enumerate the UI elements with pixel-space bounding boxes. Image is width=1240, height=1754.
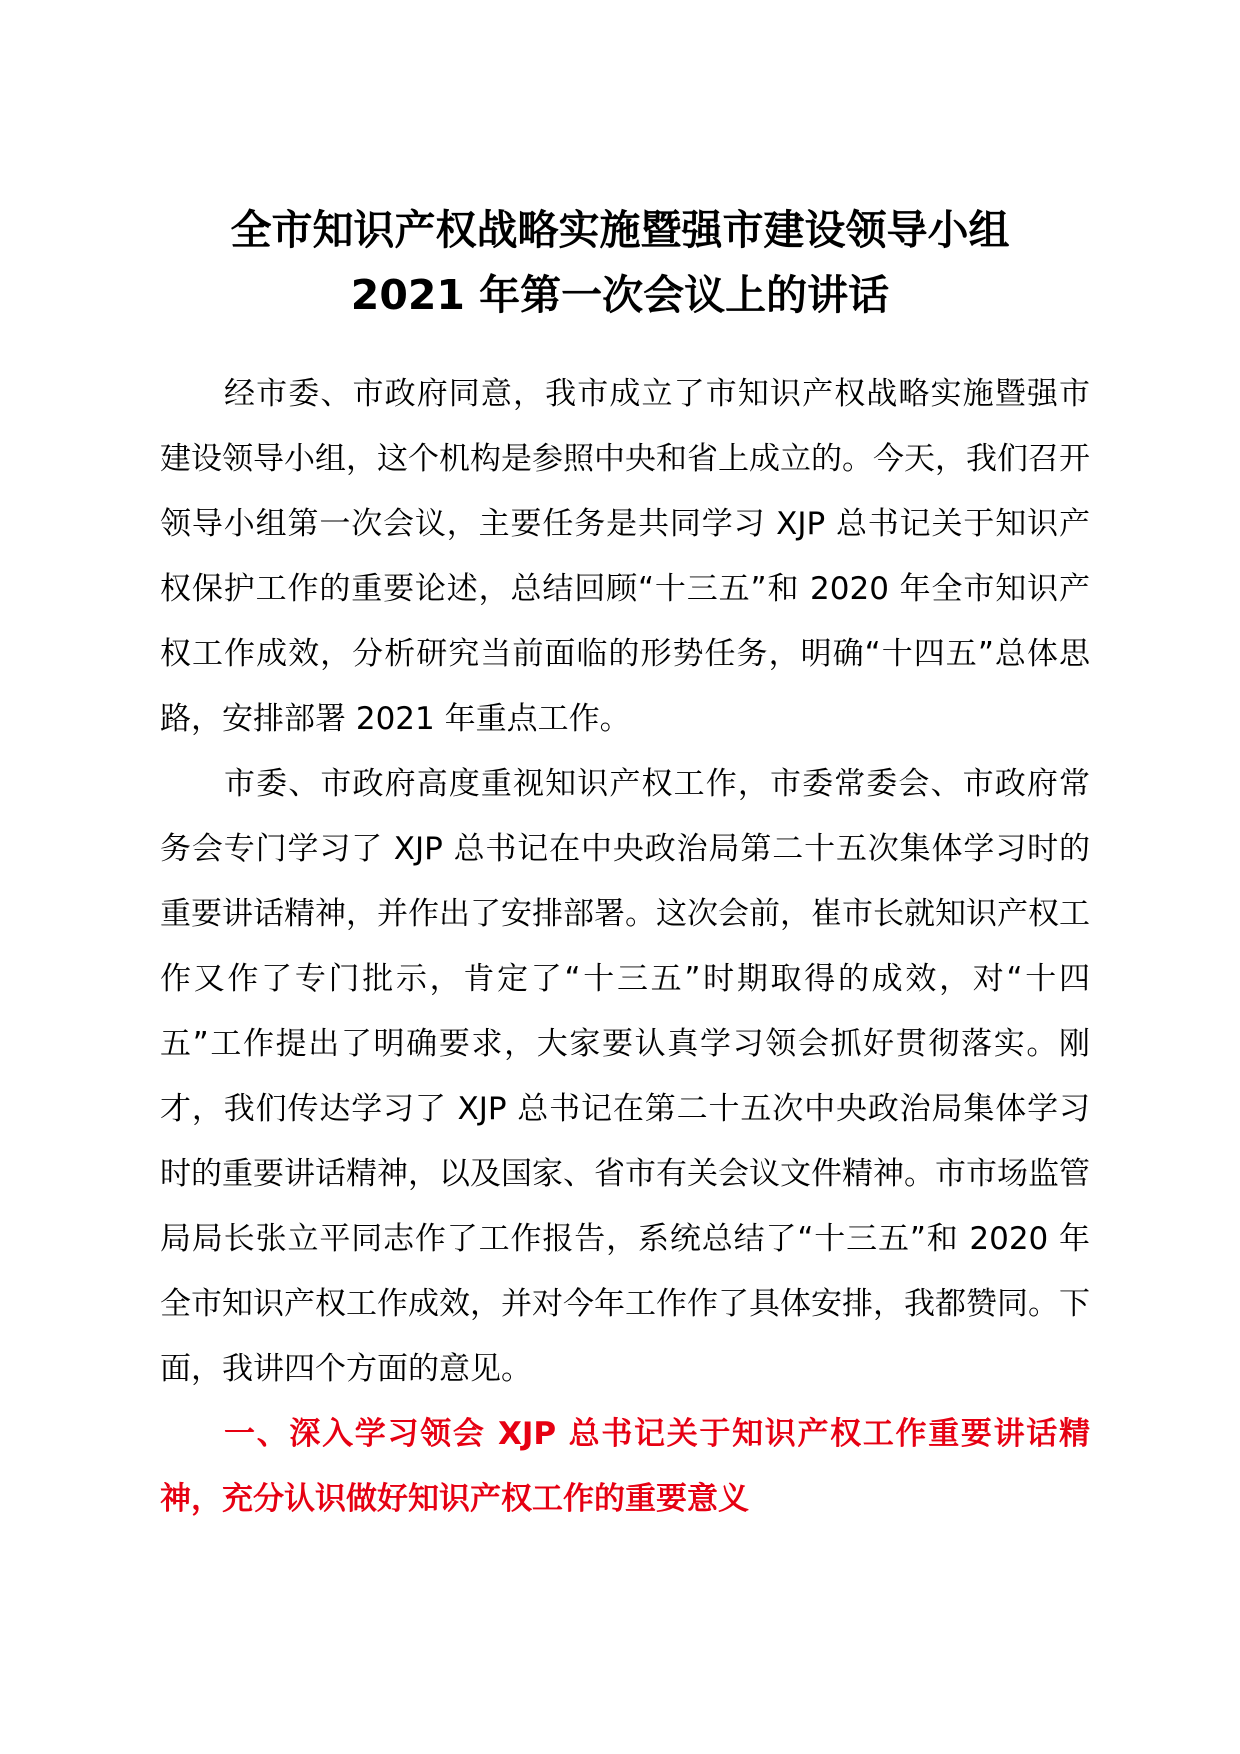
title-line-1: 全市知识产权战略实施暨强市建设领导小组 (230, 206, 1010, 254)
paragraph-intro: 经市委、市政府同意，我市成立了市知识产权战略实施暨强市建设领导小组，这个机构是参照中央和省上成立的。今天，我们召开领导小组第一次会议，主要任务是共同学习 XJP 总书记关于知识产权保护工作的重要论述，总结回顾“十三五”和 2020 年全市知识产权工作成效，分析研究当前面临的形势任务，明确“十四五”总体思路，安排部署 2021 年重点工作。 (160, 376, 1090, 737)
document-title (150, 198, 1090, 328)
document-body (160, 362, 1090, 1532)
section-heading-1: 一、深入学习领会 XJP 总书记关于知识产权工作重要讲话精神，充分认识做好知识产权工作的重要意义 (160, 1416, 1090, 1517)
title-line-2: 2021 年第一次会议上的讲话 (350, 271, 890, 319)
paragraph-background: 市委、市政府高度重视知识产权工作，市委常委会、市政府常务会专门学习了 XJP 总书记在中央政治局第二十五次集体学习时的重要讲话精神，并作出了安排部署。这次会前，崔市长就知识产权工作又作了专门批示，肯定了“十三五”时期取得的成效，对“十四五”工作提出了明确要求，大家要认真学习领会抓好贯彻落实。刚才，我们传达学习了 XJP 总书记在第二十五次中央政治局集体学习时的重要讲话精神，以及国家、省市有关会议文件精神。市市场监管局局长张立平同志作了工作报告，系统总结了“十三五”和 2020 年全市知识产权工作成效，并对今年工作作了具体安排，我都赞同。下面，我讲四个方面的意见。 (160, 766, 1090, 1387)
